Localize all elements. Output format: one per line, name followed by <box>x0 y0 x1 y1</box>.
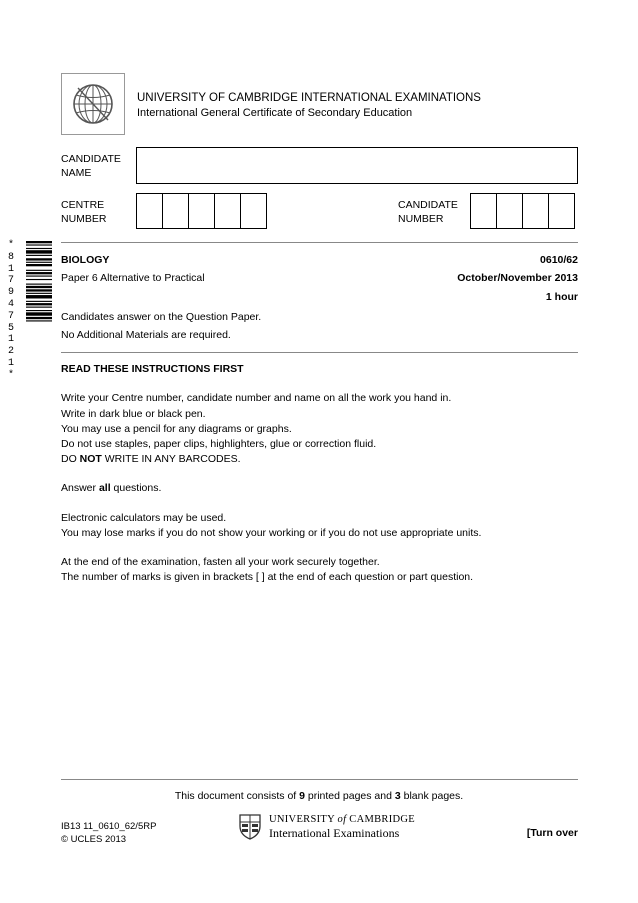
syllabus-code: 0610/62 <box>540 254 578 266</box>
barcode-bar <box>26 250 52 253</box>
instruction-line: Electronic calculators may be used. <box>61 512 227 524</box>
footer-logo-line1 <box>269 814 415 825</box>
instruction-line: Write in dark blue or black pen. <box>61 408 206 420</box>
answer-all-line <box>61 482 161 495</box>
answer-on-paper-note: Candidates answer on the Question Paper. <box>61 311 262 323</box>
barcode-digit: 8 <box>7 251 14 263</box>
barcode-digit: 1 <box>7 334 14 346</box>
barcode-bar <box>26 284 52 285</box>
barcode-bar <box>26 241 52 243</box>
centre-number-cell[interactable] <box>162 193 189 229</box>
instruction-line: At the end of the examination, fasten all your work securely together. <box>61 556 380 568</box>
candidate-name-label-2: NAME <box>61 167 92 179</box>
paper-title: Paper 6 Alternative to Practical <box>61 272 205 284</box>
barcode-bar <box>26 320 52 321</box>
candidate-number-label-1: CANDIDATE <box>398 199 458 211</box>
candidate-number-cell[interactable] <box>522 193 549 229</box>
candidate-name-box[interactable] <box>136 147 578 184</box>
printed-pages-count: 9 <box>299 790 305 802</box>
instruction-line-barcodes <box>61 453 241 466</box>
copyright: © UCLES 2013 <box>61 834 127 845</box>
page-count-note <box>0 790 638 803</box>
barcode-bar <box>26 317 52 319</box>
centre-number-boxes[interactable] <box>137 193 267 229</box>
exam-duration: 1 hour <box>545 291 578 303</box>
barcode-bar <box>26 276 52 277</box>
centre-number-cell[interactable] <box>188 193 215 229</box>
barcode-bar <box>26 279 52 280</box>
barcode-bar <box>26 264 52 266</box>
instruction-text: Answer <box>61 482 99 494</box>
exam-board-title: UNIVERSITY OF CAMBRIDGE INTERNATIONAL EXAMINATIONS <box>137 92 481 104</box>
barcode-bar <box>26 295 52 298</box>
instruction-line: The number of marks is given in brackets [ ] at the end of each question or part question. <box>61 571 474 583</box>
instruction-emphasis: all <box>98 482 111 494</box>
candidate-number-cell[interactable] <box>470 193 497 229</box>
instructions-heading: READ THESE INSTRUCTIONS FIRST <box>61 363 244 375</box>
centre-number-cell[interactable] <box>240 193 267 229</box>
barcode-digit: 4 <box>7 298 14 310</box>
barcode-bar <box>26 303 52 305</box>
exam-session: October/November 2013 <box>457 272 578 284</box>
candidate-number-cell[interactable] <box>496 193 523 229</box>
barcode-bar <box>26 262 52 263</box>
blank-pages-count: 3 <box>394 790 401 802</box>
instruction-text: DO <box>61 453 80 465</box>
barcode-bar <box>26 248 52 249</box>
barcode-digit: * <box>7 240 14 251</box>
barcode-digit: 5 <box>7 322 14 334</box>
footer-text: This document consists of <box>174 790 300 802</box>
subject-title: BIOLOGY <box>61 254 110 266</box>
barcode-bar <box>26 244 52 245</box>
barcode-digit: * <box>7 369 14 381</box>
barcode-bar <box>26 286 52 288</box>
barcode-digit: 1 <box>7 263 14 275</box>
barcode-bar <box>26 310 52 311</box>
barcode-bar <box>26 289 52 291</box>
barcode-bar <box>26 258 52 260</box>
barcode-bar <box>26 307 52 308</box>
barcode-digit: 7 <box>7 275 14 287</box>
footer-text: printed pages and <box>304 790 395 802</box>
candidate-number-label-2: NUMBER <box>398 213 444 225</box>
barcode-bar <box>26 270 52 271</box>
divider-top <box>61 242 578 243</box>
materials-note: No Additional Materials are required. <box>61 329 231 341</box>
barcode-digits <box>3 240 19 382</box>
crest-icon <box>238 813 262 840</box>
barcode-digit: 9 <box>7 287 14 299</box>
divider-bottom <box>61 779 578 780</box>
qualification-title: International General Certificate of Secondary Education <box>137 107 413 119</box>
instruction-line: Do not use staples, paper clips, highlighters, glue or correction fluid. <box>61 438 377 450</box>
barcode-bar <box>26 293 52 294</box>
cambridge-globe-logo <box>61 73 125 135</box>
instruction-line: Write your Centre number, candidate number and name on all the work you hand in. <box>61 392 452 404</box>
centre-number-cell[interactable] <box>214 193 241 229</box>
logo-text: of <box>337 814 347 825</box>
logo-text: CAMBRIDGE <box>349 814 415 825</box>
turn-over-note: [Turn over <box>526 827 578 839</box>
barcode-bar <box>26 312 52 315</box>
document-reference: IB13 11_0610_62/5RP <box>61 821 157 832</box>
centre-number-label-2: NUMBER <box>61 213 107 225</box>
footer-text: blank pages. <box>400 790 464 802</box>
divider-middle <box>61 352 578 353</box>
candidate-number-cell[interactable] <box>548 193 575 229</box>
instruction-text: WRITE IN ANY BARCODES. <box>101 453 241 465</box>
barcode-bar <box>26 272 52 274</box>
globe-icon <box>62 74 124 134</box>
barcode-digit: 1 <box>7 357 14 369</box>
footer-logo-line2: International Examinations <box>269 826 400 840</box>
instruction-text: questions. <box>110 482 162 494</box>
candidate-name-label-1: CANDIDATE <box>61 153 121 165</box>
centre-number-cell[interactable] <box>136 193 163 229</box>
centre-number-label-1: CENTRE <box>61 199 105 211</box>
barcode-digit: 2 <box>7 346 14 358</box>
instruction-emphasis: NOT <box>79 453 102 465</box>
instruction-line: You may lose marks if you do not show your working or if you do not use appropriate units. <box>61 527 482 539</box>
barcode-image <box>26 240 52 358</box>
candidate-number-boxes[interactable] <box>471 193 575 229</box>
barcode-bar <box>26 255 52 256</box>
barcode-digit: 7 <box>7 310 14 322</box>
instruction-line: You may use a pencil for any diagrams or graphs. <box>61 423 292 435</box>
logo-text: UNIVERSITY <box>269 814 335 825</box>
barcode-bar <box>26 301 52 302</box>
